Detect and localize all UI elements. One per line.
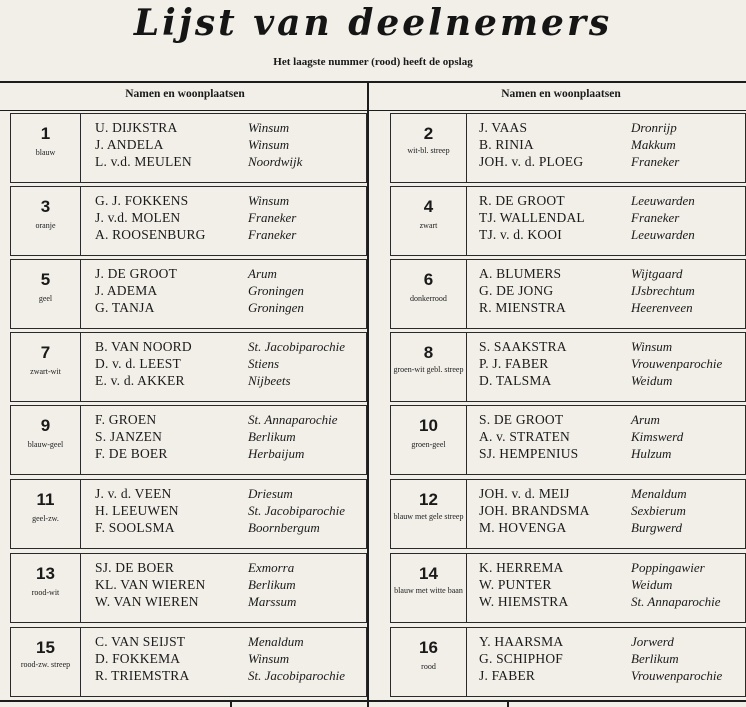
- team-color: rood-wit: [31, 588, 60, 597]
- member-place: Heerenveen: [631, 300, 693, 315]
- team-color: zwart: [419, 221, 438, 230]
- member-name: F. DE BOER: [95, 446, 168, 461]
- member-place: Berlikum: [631, 651, 679, 666]
- team-number: 14: [419, 564, 438, 583]
- member-name: U. DIJKSTRA: [95, 120, 178, 135]
- member-name: J. ANDELA: [95, 137, 164, 152]
- member-name: J. FABER: [479, 668, 536, 683]
- member-place: Weidum: [631, 373, 673, 388]
- member-place: Herbaijum: [248, 446, 305, 461]
- member-place: Winsum: [248, 137, 290, 152]
- member-place: St. Jacobiparochie: [248, 339, 345, 354]
- member-place: Arum: [631, 412, 660, 427]
- member-name: JOH. BRANDSMA: [479, 503, 590, 518]
- team-color: oranje: [35, 221, 56, 230]
- member-name: B. VAN NOORD: [95, 339, 192, 354]
- team-number: 6: [423, 270, 434, 289]
- member-name: W. HIEMSTRA: [479, 594, 569, 609]
- member-place: Winsum: [248, 193, 290, 208]
- member-name: S. JANZEN: [95, 429, 163, 444]
- member-name: J. ADEMA: [95, 283, 158, 298]
- team-number-cell: [391, 554, 467, 622]
- team-box: [390, 259, 746, 329]
- member-place: Marssum: [248, 594, 297, 609]
- member-place: Vrouwenparochie: [631, 668, 723, 683]
- team-number-cell: [11, 114, 81, 182]
- member-name: Y. HAARSMA: [479, 634, 564, 649]
- team-box: [10, 627, 367, 697]
- member-place: Weidum: [631, 577, 673, 592]
- member-name: SJ. HEMPENIUS: [479, 446, 579, 461]
- member-name: B. RINIA: [479, 137, 534, 152]
- member-name: D. TALSMA: [479, 373, 552, 388]
- team-color: wit-bl. streep: [407, 146, 450, 155]
- member-name: H. LEEUWEN: [95, 503, 179, 518]
- member-place: Franeker: [631, 154, 680, 169]
- member-name: R. MIENSTRA: [479, 300, 566, 315]
- member-place: Franeker: [248, 227, 297, 242]
- column-header-left: Namen en woonplaatsen: [125, 88, 245, 100]
- member-name: A. v. STRATEN: [479, 429, 570, 444]
- member-place: Sexbierum: [631, 503, 686, 518]
- team-color: blauw met gele streep: [393, 512, 464, 521]
- team-color: geel-zw.: [32, 514, 59, 523]
- member-name: JOH. v. d. PLOEG: [479, 154, 584, 169]
- member-place: Menaldum: [631, 486, 687, 501]
- member-place: Leeuwarden: [631, 193, 695, 208]
- team-box: [10, 332, 367, 402]
- member-name: W. VAN WIEREN: [95, 594, 199, 609]
- team-box: [390, 405, 746, 475]
- team-number: 3: [40, 197, 51, 216]
- team-number: 7: [40, 343, 51, 362]
- team-number: 16: [419, 638, 438, 657]
- team-color: geel: [38, 294, 53, 303]
- member-place: Dronrijp: [631, 120, 677, 135]
- member-name: M. HOVENGA: [479, 520, 567, 535]
- team-color: rood: [421, 662, 436, 671]
- team-number-cell: [11, 628, 81, 696]
- team-number: 12: [419, 490, 438, 509]
- member-place: Kimswerd: [631, 429, 684, 444]
- team-number: 15: [36, 638, 55, 657]
- member-name: G. DE JONG: [479, 283, 554, 298]
- team-color: blauw met witte baan: [394, 586, 463, 595]
- member-name: JOH. v. d. MEIJ: [479, 486, 570, 501]
- member-place: Burgwerd: [631, 520, 683, 535]
- team-color: blauw: [35, 148, 56, 157]
- member-place: St. Annaparochie: [631, 594, 721, 609]
- member-name: D. FOKKEMA: [95, 651, 181, 666]
- member-place: St. Jacobiparochie: [248, 503, 345, 518]
- team-color: blauw-geel: [27, 440, 64, 449]
- team-number-cell: [391, 260, 467, 328]
- member-place: Hulzum: [631, 446, 672, 461]
- member-name: P. J. FABER: [479, 356, 549, 371]
- member-name: G. TANJA: [95, 300, 155, 315]
- team-number: 4: [423, 197, 434, 216]
- member-place: Jorwerd: [631, 634, 674, 649]
- page-title: Lijst van deelnemers: [133, 2, 613, 44]
- member-place: Berlikum: [248, 429, 296, 444]
- member-place: Menaldum: [248, 634, 304, 649]
- member-name: J. DE GROOT: [95, 266, 178, 281]
- member-name: A. BLUMERS: [479, 266, 562, 281]
- member-place: Vrouwenparochie: [631, 356, 723, 371]
- team-color: rood-zw. streep: [20, 660, 71, 669]
- member-place: Berlikum: [248, 577, 296, 592]
- team-number-cell: [11, 187, 81, 255]
- member-name: J. v. d. VEEN: [95, 486, 172, 501]
- team-box: [390, 113, 746, 183]
- team-number: 11: [36, 490, 55, 509]
- member-place: Boornbergum: [248, 520, 320, 535]
- bottom-tick-right: [507, 700, 509, 707]
- member-place: Stiens: [248, 356, 280, 371]
- member-name: R. DE GROOT: [479, 193, 565, 208]
- team-number: 1: [40, 124, 51, 143]
- member-name: E. v. d. AKKER: [95, 373, 185, 388]
- team-box: [390, 627, 746, 697]
- team-color: groen-geel: [411, 440, 446, 449]
- table-bottom-border: [0, 700, 746, 702]
- member-name: F. GROEN: [95, 412, 157, 427]
- team-number-cell: [391, 406, 467, 474]
- member-name: S. SAAKSTRA: [479, 339, 567, 354]
- member-name: S. DE GROOT: [479, 412, 564, 427]
- member-name: KL. VAN WIEREN: [95, 577, 206, 592]
- team-number: 10: [419, 416, 438, 435]
- team-box: [390, 186, 746, 256]
- member-place: Wijtgaard: [631, 266, 683, 281]
- member-place: Groningen: [248, 300, 304, 315]
- team-number-cell: [11, 480, 81, 548]
- team-box: [390, 553, 746, 623]
- team-number-cell: [11, 406, 81, 474]
- team-number: 8: [423, 343, 434, 362]
- member-place: Arum: [248, 266, 277, 281]
- member-name: J. VAAS: [479, 120, 528, 135]
- column-header-right: Namen en woonplaatsen: [501, 88, 621, 100]
- team-number: 2: [423, 124, 434, 143]
- team-color: groen-wit gebl. streep: [393, 365, 464, 374]
- member-place: Makkum: [631, 137, 676, 152]
- team-box: [10, 479, 367, 549]
- team-number: 9: [40, 416, 51, 435]
- table-top-border: [0, 81, 746, 83]
- team-number-cell: [391, 114, 467, 182]
- team-number-cell: [391, 628, 467, 696]
- member-place: Winsum: [248, 651, 290, 666]
- member-name: C. VAN SEIJST: [95, 634, 186, 649]
- member-place: Nijbeets: [248, 373, 291, 388]
- bottom-tick-left: [230, 700, 232, 707]
- member-place: Winsum: [248, 120, 290, 135]
- member-place: Groningen: [248, 283, 304, 298]
- member-name: TJ. v. d. KOOI: [479, 227, 562, 242]
- member-place: Noordwijk: [248, 154, 303, 169]
- member-name: F. SOOLSMA: [95, 520, 175, 535]
- member-place: Winsum: [631, 339, 673, 354]
- team-color: donkerrood: [410, 294, 447, 303]
- team-number: 5: [40, 270, 51, 289]
- member-place: Driesum: [248, 486, 293, 501]
- team-number-cell: [11, 260, 81, 328]
- team-box: [10, 186, 367, 256]
- member-name: D. v. d. LEEST: [95, 356, 181, 371]
- team-number-cell: [11, 554, 81, 622]
- member-name: G. SCHIPHOF: [479, 651, 563, 666]
- member-place: Exmorra: [248, 560, 295, 575]
- team-box: [10, 405, 367, 475]
- team-box: [390, 332, 746, 402]
- member-place: IJsbrechtum: [631, 283, 695, 298]
- team-color: zwart-wit: [30, 367, 61, 376]
- member-name: G. J. FOKKENS: [95, 193, 189, 208]
- member-name: L. v.d. MEULEN: [95, 154, 192, 169]
- page-subtitle: Het laagste nummer (rood) heeft de opslag: [273, 56, 473, 68]
- team-box: [10, 113, 367, 183]
- member-name: R. TRIEMSTRA: [95, 668, 190, 683]
- member-name: SJ. DE BOER: [95, 560, 175, 575]
- member-place: Leeuwarden: [631, 227, 695, 242]
- team-number-cell: [391, 480, 467, 548]
- header-bottom-border: [0, 110, 746, 111]
- team-number-cell: [391, 333, 467, 401]
- member-name: TJ. WALLENDAL: [479, 210, 585, 225]
- member-place: Franeker: [631, 210, 680, 225]
- team-box: [390, 479, 746, 549]
- member-name: W. PUNTER: [479, 577, 552, 592]
- team-box: [10, 553, 367, 623]
- member-place: St. Jacobiparochie: [248, 668, 345, 683]
- team-box: [10, 259, 367, 329]
- team-number: 13: [36, 564, 55, 583]
- column-divider: [367, 81, 369, 707]
- member-place: Poppingawier: [631, 560, 705, 575]
- member-name: K. HERREMA: [479, 560, 564, 575]
- team-number-cell: [11, 333, 81, 401]
- team-number-cell: [391, 187, 467, 255]
- member-place: Franeker: [248, 210, 297, 225]
- member-name: J. v.d. MOLEN: [95, 210, 181, 225]
- member-name: A. ROOSENBURG: [95, 227, 206, 242]
- member-place: St. Annaparochie: [248, 412, 338, 427]
